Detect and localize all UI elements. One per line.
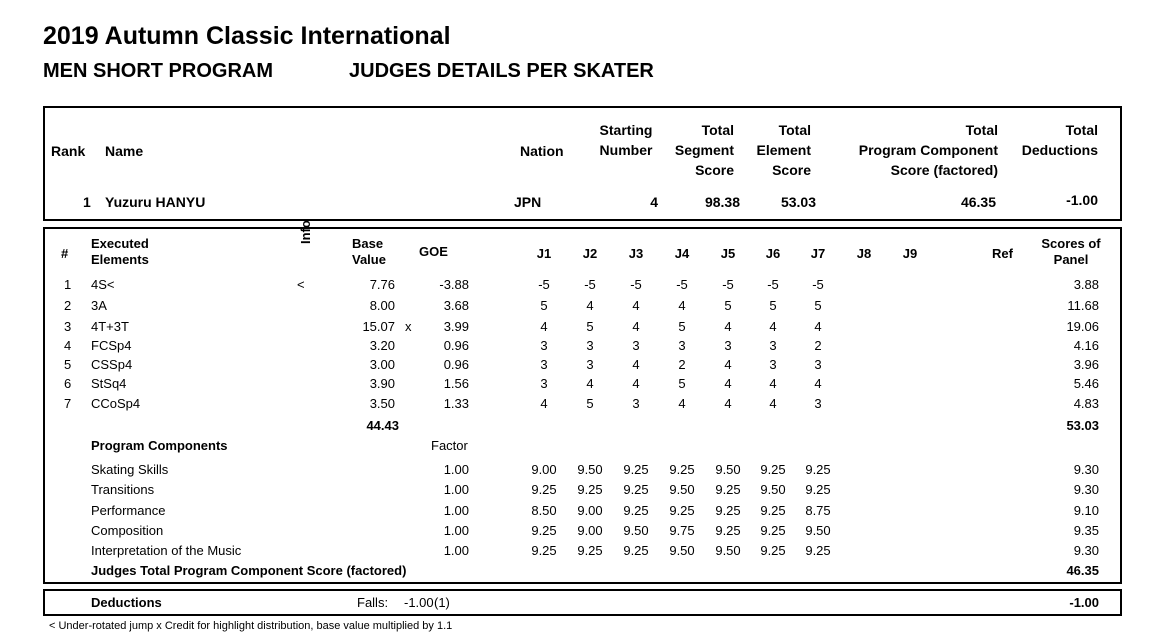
judge-header: J7 [810, 246, 826, 261]
footnote: < Under-rotated jump x Credit for highlight distribution, base value multiplied by 1.1 [49, 620, 453, 632]
judge-score: -5 [584, 277, 596, 292]
component-panel-score: 9.30 [1073, 482, 1099, 497]
num-header: # [61, 246, 69, 261]
judge-score: 9.50 [715, 543, 741, 558]
element-name: CCoSp4 [91, 396, 141, 411]
element-base-value: 3.20 [369, 338, 395, 353]
judge-score: 4 [632, 319, 640, 334]
event-title: 2019 Autumn Classic International [43, 22, 451, 50]
judge-score: 3 [678, 338, 686, 353]
judge-score: 9.25 [760, 523, 786, 538]
judge-score: 4 [632, 357, 640, 372]
component-name: Performance [91, 503, 166, 518]
judge-header: J1 [536, 246, 552, 261]
info-header: Info [298, 220, 313, 244]
skater-pcs: 46.35 [960, 194, 996, 210]
judge-score: 4 [678, 396, 686, 411]
judge-score: -5 [722, 277, 734, 292]
judge-header: J5 [720, 246, 736, 261]
judge-score: 9.50 [669, 543, 695, 558]
falls-value: -1.00 [404, 595, 434, 610]
component-name: Skating Skills [91, 462, 169, 477]
judge-score: -5 [538, 277, 550, 292]
element-goe: -3.88 [439, 277, 469, 292]
judge-score: 9.25 [577, 482, 603, 497]
element-number: 4 [64, 338, 72, 353]
judge-score: 3 [724, 338, 732, 353]
skater-tss: 98.38 [704, 194, 740, 210]
ded-header: Total Deductions [1021, 122, 1098, 158]
judge-score: 9.25 [760, 503, 786, 518]
falls-count: (1) [434, 595, 450, 610]
judge-score: 5 [540, 298, 548, 313]
element-name: FCSp4 [91, 338, 132, 353]
element-base-value: 7.76 [369, 277, 395, 292]
judge-score: 5 [724, 298, 732, 313]
segment-title: MEN SHORT PROGRAM [43, 60, 273, 82]
judge-score: 3 [540, 376, 548, 391]
judge-score: 5 [678, 319, 686, 334]
judge-score: 9.50 [669, 482, 695, 497]
pcs-total-label: Judges Total Program Component Score (factored) [91, 563, 407, 578]
component-factor: 1.00 [443, 523, 469, 538]
element-number: 6 [64, 376, 72, 391]
judge-score: 3 [586, 338, 594, 353]
judge-score: 4 [769, 396, 777, 411]
skater-deductions: -1.00 [1066, 192, 1098, 208]
judge-score: 4 [586, 298, 594, 313]
judge-header: J9 [902, 246, 918, 261]
skater-name: Yuzuru HANYU [105, 194, 206, 210]
factor-label: Factor [431, 438, 468, 453]
component-panel-score: 9.30 [1073, 462, 1099, 477]
element-goe: 0.96 [443, 357, 469, 372]
judge-score: 5 [678, 376, 686, 391]
judge-score: 5 [586, 319, 594, 334]
element-panel-score: 3.88 [1073, 277, 1099, 292]
judge-score: -5 [812, 277, 824, 292]
judge-score: 9.25 [623, 482, 649, 497]
element-name: 3A [91, 298, 107, 313]
element-name: CSSp4 [91, 357, 133, 372]
skater-rank: 1 [83, 194, 91, 210]
judge-score: 3 [814, 357, 822, 372]
details-title: JUDGES DETAILS PER SKATER [349, 60, 654, 82]
judge-score: 9.25 [805, 462, 831, 477]
judge-score: 9.50 [715, 462, 741, 477]
judge-score: 9.25 [760, 543, 786, 558]
judge-score: 3 [769, 357, 777, 372]
element-base-value: 3.50 [369, 396, 395, 411]
program-components-label: Program Components [91, 438, 228, 453]
judge-score: 9.25 [715, 523, 741, 538]
judge-score: 3 [632, 396, 640, 411]
component-panel-score: 9.35 [1073, 523, 1099, 538]
judge-score: 9.25 [805, 482, 831, 497]
judge-score: 4 [769, 376, 777, 391]
element-base-value: 3.90 [369, 376, 395, 391]
element-goe: 3.68 [443, 298, 469, 313]
judge-score: 9.50 [623, 523, 649, 538]
judge-score: 9.25 [623, 462, 649, 477]
judge-score: 9.50 [577, 462, 603, 477]
judge-score: 4 [769, 319, 777, 334]
judge-score: 8.75 [805, 503, 831, 518]
element-number: 2 [64, 298, 72, 313]
element-name: 4S< [91, 277, 115, 292]
name-header: Name [105, 143, 144, 159]
judge-score: 4 [814, 319, 822, 334]
component-panel-score: 9.30 [1073, 543, 1099, 558]
pcs-total-value: 46.35 [1066, 563, 1099, 578]
element-number: 1 [64, 277, 72, 292]
judge-score: 4 [724, 357, 732, 372]
judge-score: 5 [586, 396, 594, 411]
judge-score: 5 [769, 298, 777, 313]
tes-header: Total Element Score [756, 122, 811, 178]
judge-score: 4 [632, 298, 640, 313]
judge-score: 9.25 [531, 543, 557, 558]
component-factor: 1.00 [443, 482, 469, 497]
judge-score: 9.25 [760, 462, 786, 477]
judge-score: 9.00 [577, 503, 603, 518]
judge-score: 9.25 [669, 503, 695, 518]
judge-score: -5 [676, 277, 688, 292]
tss-header: Total Segment Score [674, 122, 734, 178]
base-value-total: 44.43 [366, 418, 399, 433]
element-base-value: 8.00 [369, 298, 395, 313]
element-name: 4T+3T [91, 319, 129, 334]
element-goe: 1.56 [443, 376, 469, 391]
judge-score: 9.25 [531, 523, 557, 538]
judge-score: 9.25 [577, 543, 603, 558]
judge-score: 4 [540, 319, 548, 334]
judge-header: J8 [856, 246, 872, 261]
judge-score: 9.75 [669, 523, 695, 538]
judge-score: -5 [630, 277, 642, 292]
judge-score: 9.25 [669, 462, 695, 477]
element-panel-score: 5.46 [1073, 376, 1099, 391]
judge-score: 9.25 [805, 543, 831, 558]
deductions-label: Deductions [91, 595, 162, 610]
element-panel-score: 3.96 [1073, 357, 1099, 372]
judge-score: 9.50 [760, 482, 786, 497]
judge-score: 3 [586, 357, 594, 372]
element-goe: 3.99 [443, 319, 469, 334]
element-goe: 0.96 [443, 338, 469, 353]
judge-score: 4 [586, 376, 594, 391]
rank-header: Rank [51, 143, 86, 159]
judge-score: 4 [724, 396, 732, 411]
judge-header: J3 [628, 246, 644, 261]
judge-score: 2 [678, 357, 686, 372]
component-factor: 1.00 [443, 543, 469, 558]
component-name: Interpretation of the Music [91, 543, 242, 558]
judge-score: -5 [767, 277, 779, 292]
goe-header: GOE [419, 244, 448, 259]
element-goe: 1.33 [443, 396, 469, 411]
judge-score: 9.25 [715, 503, 741, 518]
falls-label: Falls: [357, 595, 389, 610]
judge-score: 3 [769, 338, 777, 353]
base-value-header: Base Value [352, 236, 386, 267]
component-name: Transitions [91, 482, 155, 497]
component-panel-score: 9.10 [1073, 503, 1099, 518]
scores-of-panel-header: Scores of Panel [1041, 236, 1101, 267]
judge-score: 4 [724, 319, 732, 334]
component-name: Composition [91, 523, 164, 538]
judge-score: 4 [678, 298, 686, 313]
skater-nation: JPN [514, 194, 542, 210]
judge-score: 2 [814, 338, 822, 353]
judge-score: 9.25 [715, 482, 741, 497]
judge-header: J2 [582, 246, 598, 261]
pcs-header: Total Program Component Score (factored) [858, 122, 998, 178]
judge-score: 9.00 [531, 462, 557, 477]
element-name: StSq4 [91, 376, 127, 391]
judge-score: 4 [540, 396, 548, 411]
component-factor: 1.00 [443, 503, 469, 518]
judge-score: 9.00 [577, 523, 603, 538]
element-base-value: 3.00 [369, 357, 395, 372]
deductions-total: -1.00 [1069, 595, 1099, 610]
starting-number-header: Starting Number [599, 122, 653, 158]
judge-score: 3 [632, 338, 640, 353]
judge-header: J6 [765, 246, 781, 261]
element-number: 5 [64, 357, 72, 372]
judge-score: 4 [814, 376, 822, 391]
ref-header: Ref [992, 246, 1013, 261]
elements-score-total: 53.03 [1066, 418, 1099, 433]
judge-score: 3 [540, 357, 548, 372]
executed-elements-header: Executed Elements [91, 236, 149, 267]
judge-score: 9.25 [531, 482, 557, 497]
judge-score: 8.50 [531, 503, 557, 518]
element-panel-score: 4.16 [1073, 338, 1099, 353]
element-panel-score: 19.06 [1066, 319, 1099, 334]
judge-score: 4 [632, 376, 640, 391]
judge-score: 3 [814, 396, 822, 411]
judge-score: 4 [724, 376, 732, 391]
judge-score: 9.50 [805, 523, 831, 538]
element-number: 3 [64, 319, 72, 334]
skater-starting-number: 4 [650, 194, 658, 210]
judge-score: 5 [814, 298, 822, 313]
nation-header: Nation [520, 143, 564, 159]
judge-score: 9.25 [623, 543, 649, 558]
component-factor: 1.00 [443, 462, 469, 477]
element-bonus-flag: x [405, 319, 412, 334]
element-base-value: 15.07 [362, 319, 395, 334]
element-number: 7 [64, 396, 72, 411]
judge-header: J4 [674, 246, 690, 261]
element-info: < [297, 277, 305, 292]
skater-tes: 53.03 [780, 194, 816, 210]
judge-score: 9.25 [623, 503, 649, 518]
deductions-box [43, 589, 1122, 616]
judge-score: 3 [540, 338, 548, 353]
element-panel-score: 4.83 [1073, 396, 1099, 411]
element-panel-score: 11.68 [1067, 298, 1099, 313]
